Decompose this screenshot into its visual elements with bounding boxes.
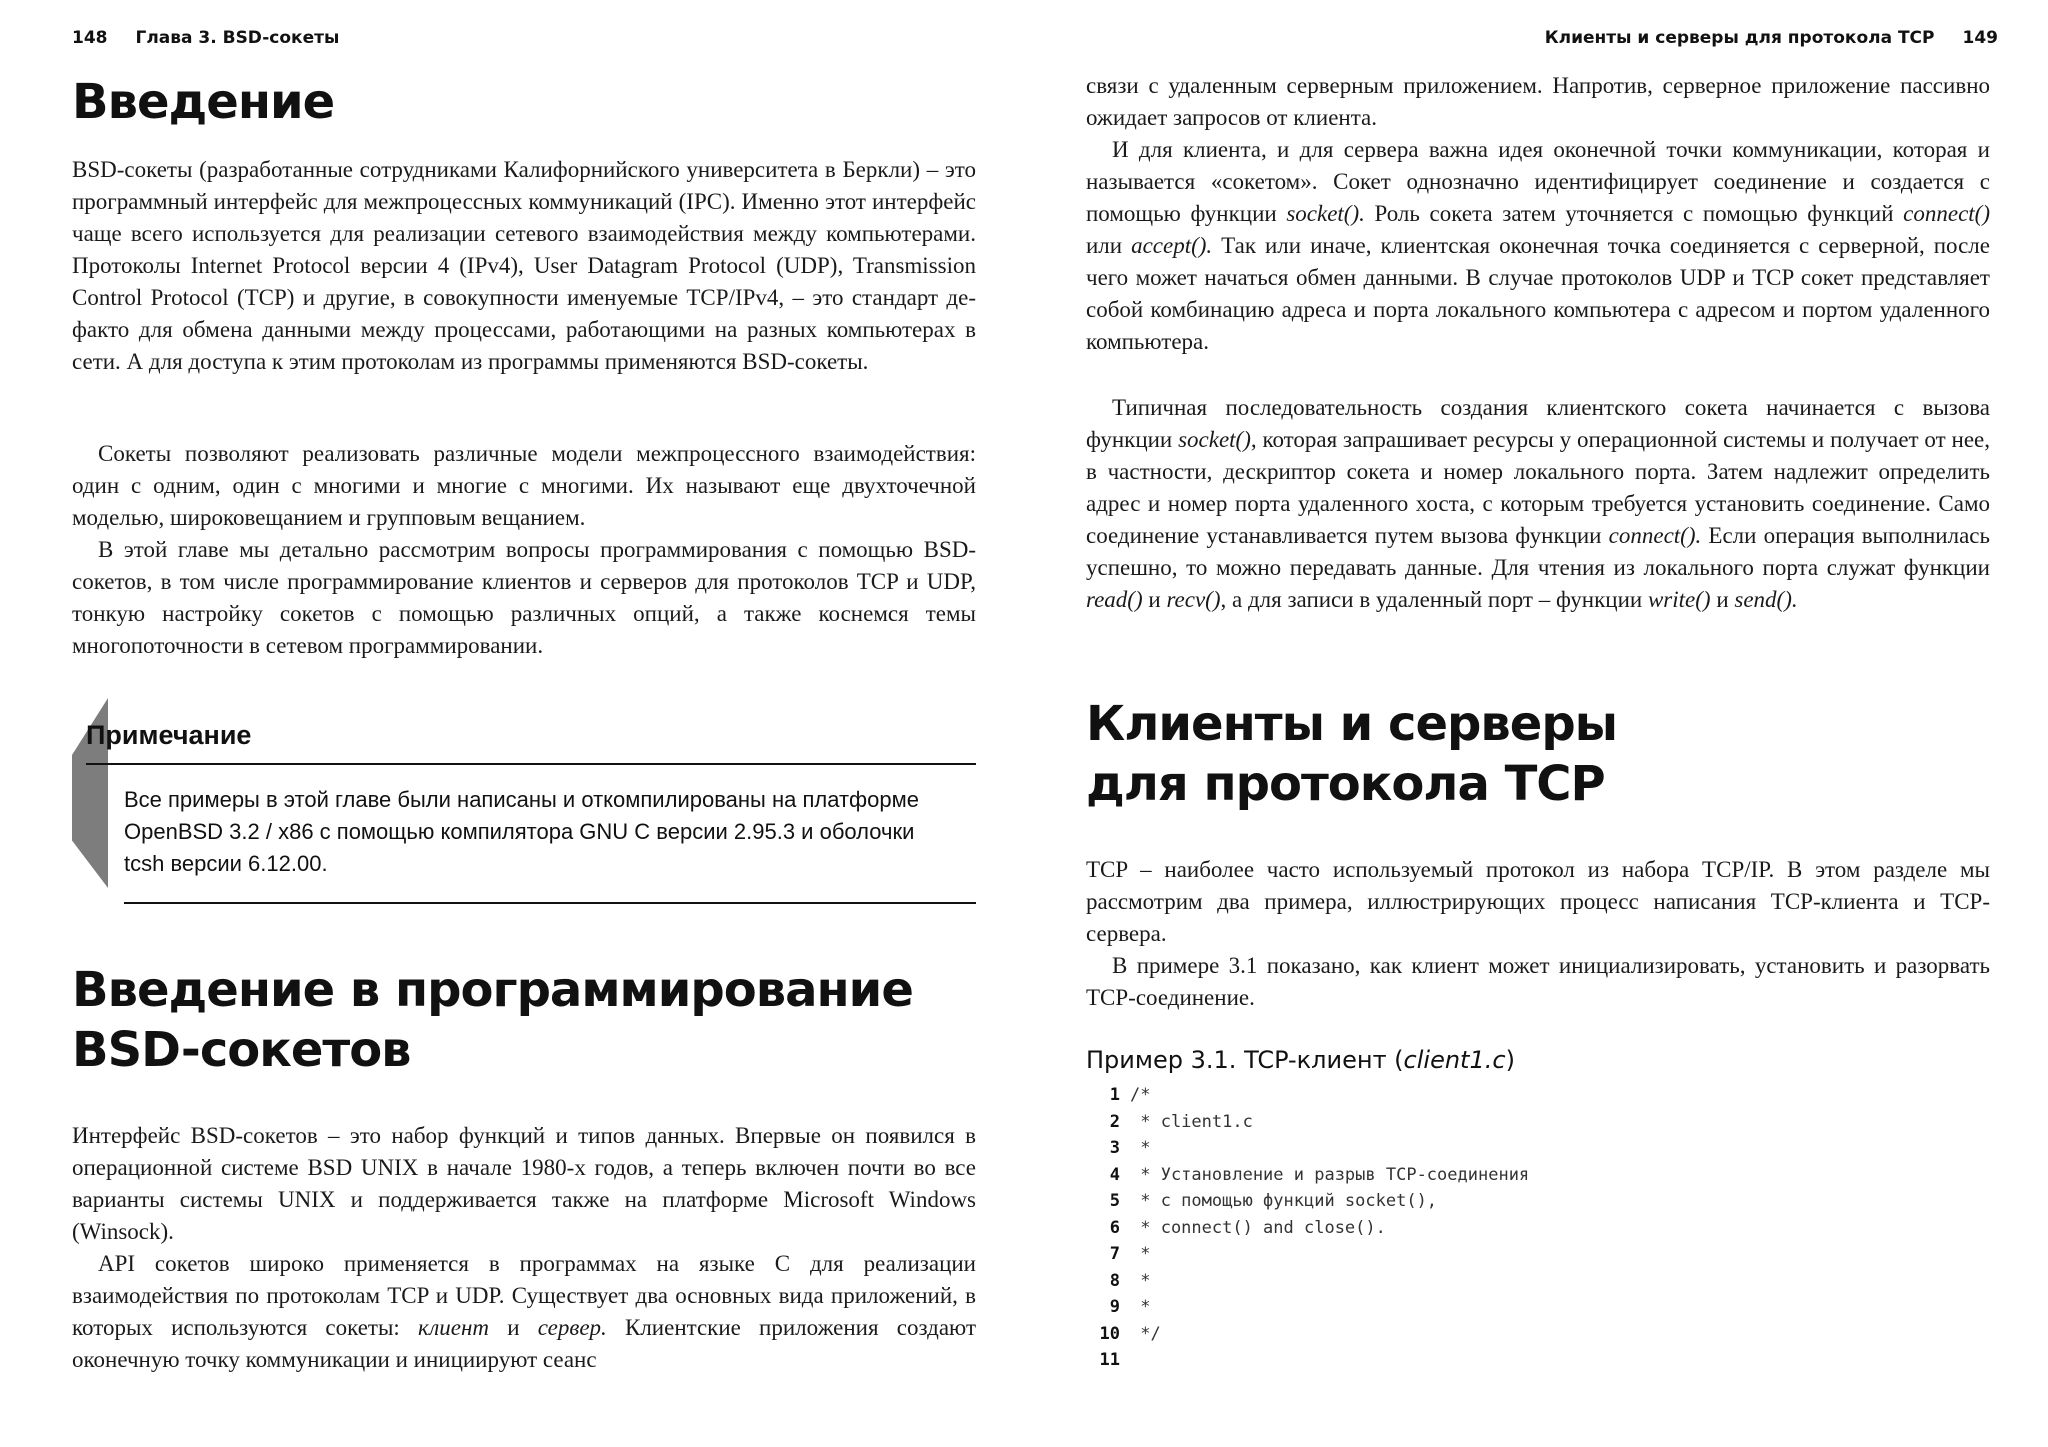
code-line xyxy=(1086,1109,1990,1136)
note-rule-bottom xyxy=(124,902,976,904)
code-text: * Установление и разрыв TCP-соединения xyxy=(1130,1164,1530,1185)
heading-bsd-programming xyxy=(72,960,976,1080)
paragraph-intro-2: Сокеты позволяют реализовать различные модели межпроцессного взаимодействия: один с одним, один с многими и многие с многими. Их называют еще двухточечной моделью, широковещанием и групповым вещанием. xyxy=(72,441,976,530)
code-text: */ xyxy=(1130,1323,1161,1344)
line-number: 8 xyxy=(1109,1270,1120,1291)
fn-socket: socket() xyxy=(1178,427,1251,452)
line-number: 5 xyxy=(1109,1191,1120,1211)
code-text: * connect() and close(). xyxy=(1130,1217,1386,1238)
line-number: 9 xyxy=(1109,1297,1120,1317)
code-line xyxy=(1086,1162,1990,1189)
code-text: /* xyxy=(1130,1085,1151,1105)
paragraph-right-3: Типичная последовательность создания клиентского сокета начинается с вызова функции socket(), которая запрашивает ресурсы у операционной системы и получает от нее, в частности, дескриптор сокета и номер локального порта. Затем надлежит определить адрес и номер порта удаленного хоста, с которым требуется установить соединение. Само соединение устанавливается путем вызова функции connect(). Если операция выполнилась успешно, то можно передавать данные. Для чтения из локального порта служат функции read() и recv(), а для записи в удаленный порт – функции write() и send(). xyxy=(1086,395,1991,612)
code-line xyxy=(1086,1294,1990,1321)
paragraph-bsd-1: Интерфейс BSD-сокетов – это набор функций и типов данных. Впервые он появился в операционной системе BSD UNIX в начале 1980-х годов, а теперь включен почти во все варианты системы UNIX и поддерживается также на платформе Microsoft Windows (Winsock). xyxy=(72,1123,976,1244)
code-text: * client1.c xyxy=(1130,1111,1253,1132)
note-rule-top xyxy=(86,763,976,765)
code-line xyxy=(1086,1321,1990,1348)
left-page-number: 148 xyxy=(72,28,108,48)
code-line xyxy=(1086,1082,1990,1109)
paragraph-intro-1: BSD-сокеты (разработанные сотрудниками Калифорнийского университета в Беркли) – это программный интерфейс для межпроцессных коммуникаций (IPC). Именно этот интерфейс чаще всего используется для реализации сетевого взаимодействия между компьютерами. Протоколы Internet Protocol версии 4 (IPv4), User Datagram Protocol (UDP), Transmission Control Protocol (TCP) и другие, в совокупности именуемые TCP/IPv4, – это стандарт де-факто для обмена данными между процессами, работающими на разных компьютерах в сети. А для доступа к этим протоколам из программы применяются BSD-сокеты. xyxy=(72,157,976,374)
example-caption: Пример 3.1. TCP-клиент (client1.c) xyxy=(1086,1046,1515,1074)
code-text: * xyxy=(1130,1270,1151,1291)
code-line xyxy=(1086,1215,1990,1242)
term-server: сервер. xyxy=(537,1315,607,1340)
left-chapter-title: Глава 3. BSD-сокеты xyxy=(135,28,340,48)
heading-bsd-line1: Введение в программирование xyxy=(72,962,913,1018)
code-text: * с помощью функций socket(), xyxy=(1130,1191,1438,1211)
line-number: 1 xyxy=(1109,1085,1120,1105)
term-client: клиент xyxy=(418,1315,489,1340)
example-label: Пример 3.1. xyxy=(1086,1046,1237,1074)
paragraph-right-2: И для клиента, и для сервера важна идея оконечной точки коммуникации, которая и называется «сокетом». Сокет однозначно идентифицирует соединение и создается с помощью функции socket(). Роль сокета затем уточняется с помощью функций connect() или accept(). Так или иначе, клиентская оконечная точка соединяется с серверной, после чего может начаться обмен данными. В случае протоколов UDP и TCP сокет представляет собой комбинацию адреса и порта локального компьютера с адресом и портом удаленного компьютера. xyxy=(1086,137,1990,354)
code-listing xyxy=(1086,1082,1990,1374)
line-number: 11 xyxy=(1099,1350,1120,1370)
heading-tcp-line2: для протокола TCP xyxy=(1086,756,1605,812)
heading-tcp-clients-servers xyxy=(1086,694,1990,814)
fn-write: write() xyxy=(1647,587,1711,612)
code-line xyxy=(1086,1241,1990,1268)
heading-tcp-line1: Клиенты и серверы xyxy=(1086,696,1618,752)
fn-connect: connect(). xyxy=(1608,523,1702,548)
heading-intro: Введение xyxy=(72,74,335,130)
code-line xyxy=(1086,1268,1990,1295)
paragraph-tcp-2: В примере 3.1 показано, как клиент может инициализировать, установить и разорвать TCP-соединение. xyxy=(1086,953,1990,1010)
note-title: Примечание xyxy=(86,720,252,750)
fn-accept: accept(). xyxy=(1131,233,1213,258)
right-page xyxy=(1024,0,2048,1447)
code-line xyxy=(1086,1135,1990,1162)
heading-bsd-line2: BSD-сокетов xyxy=(72,1022,411,1078)
line-number: 4 xyxy=(1109,1164,1120,1185)
right-section-title: Клиенты и серверы для протокола TCP xyxy=(1544,28,1935,48)
fn-socket: socket(). xyxy=(1286,201,1365,226)
code-text: * xyxy=(1130,1297,1151,1317)
line-number: 2 xyxy=(1109,1111,1120,1132)
fn-connect: connect() xyxy=(1903,201,1990,226)
note-text: Все примеры в этой главе были написаны и откомпилированы на платформе OpenBSD 3.2 / x86 с помощью компилятора GNU C версии 2.95.3 и оболочки tcsh версии 6.12.00. xyxy=(124,787,919,876)
paragraph-bsd-2: API сокетов широко применяется в программах на языке С для реализации взаимодействия по протоколам TCP и UDP. Существует два основных вида приложений, в которых используются сокеты: клиент и сервер. Клиентские приложения создают оконечную точку коммуникации и инициируют сеанс xyxy=(72,1251,976,1372)
line-number: 7 xyxy=(1109,1244,1120,1264)
code-text: * xyxy=(1130,1138,1151,1158)
line-number: 10 xyxy=(1099,1323,1120,1344)
line-number: 3 xyxy=(1109,1138,1120,1158)
example-file: client1.c xyxy=(1403,1046,1506,1074)
fn-recv: recv() xyxy=(1166,587,1221,612)
line-number: 6 xyxy=(1109,1217,1120,1238)
code-text: * xyxy=(1130,1244,1151,1264)
right-running-head xyxy=(1545,28,1998,48)
paragraph-right-1: связи с удаленным серверным приложением. Напротив, серверное приложение пассивно ожидает запросов от клиента. xyxy=(1086,73,1990,130)
right-page-number: 149 xyxy=(1962,28,1998,48)
paragraph-intro-3: В этой главе мы детально рассмотрим вопросы программирования с помощью BSD-сокетов, в том числе программирование клиентов и серверов для протоколов TCP и UDP, тонкую настройку сокетов с помощью различных опций, а также коснемся темы многопоточности в сетевом программировании. xyxy=(72,537,976,658)
left-running-head xyxy=(72,28,339,48)
code-text xyxy=(1120,1347,1130,1374)
paragraph-tcp-1: TCP – наиболее часто используемый протокол из набора TCP/IP. В этом разделе мы рассмотрим два примера, иллюстрирующих процесс написания TCP-клиента и TCP-сервера. xyxy=(1086,857,1990,946)
code-line xyxy=(1086,1347,1990,1374)
note-box xyxy=(72,698,976,904)
fn-read: read() xyxy=(1086,587,1143,612)
code-line xyxy=(1086,1188,1990,1215)
fn-send: send(). xyxy=(1734,587,1798,612)
